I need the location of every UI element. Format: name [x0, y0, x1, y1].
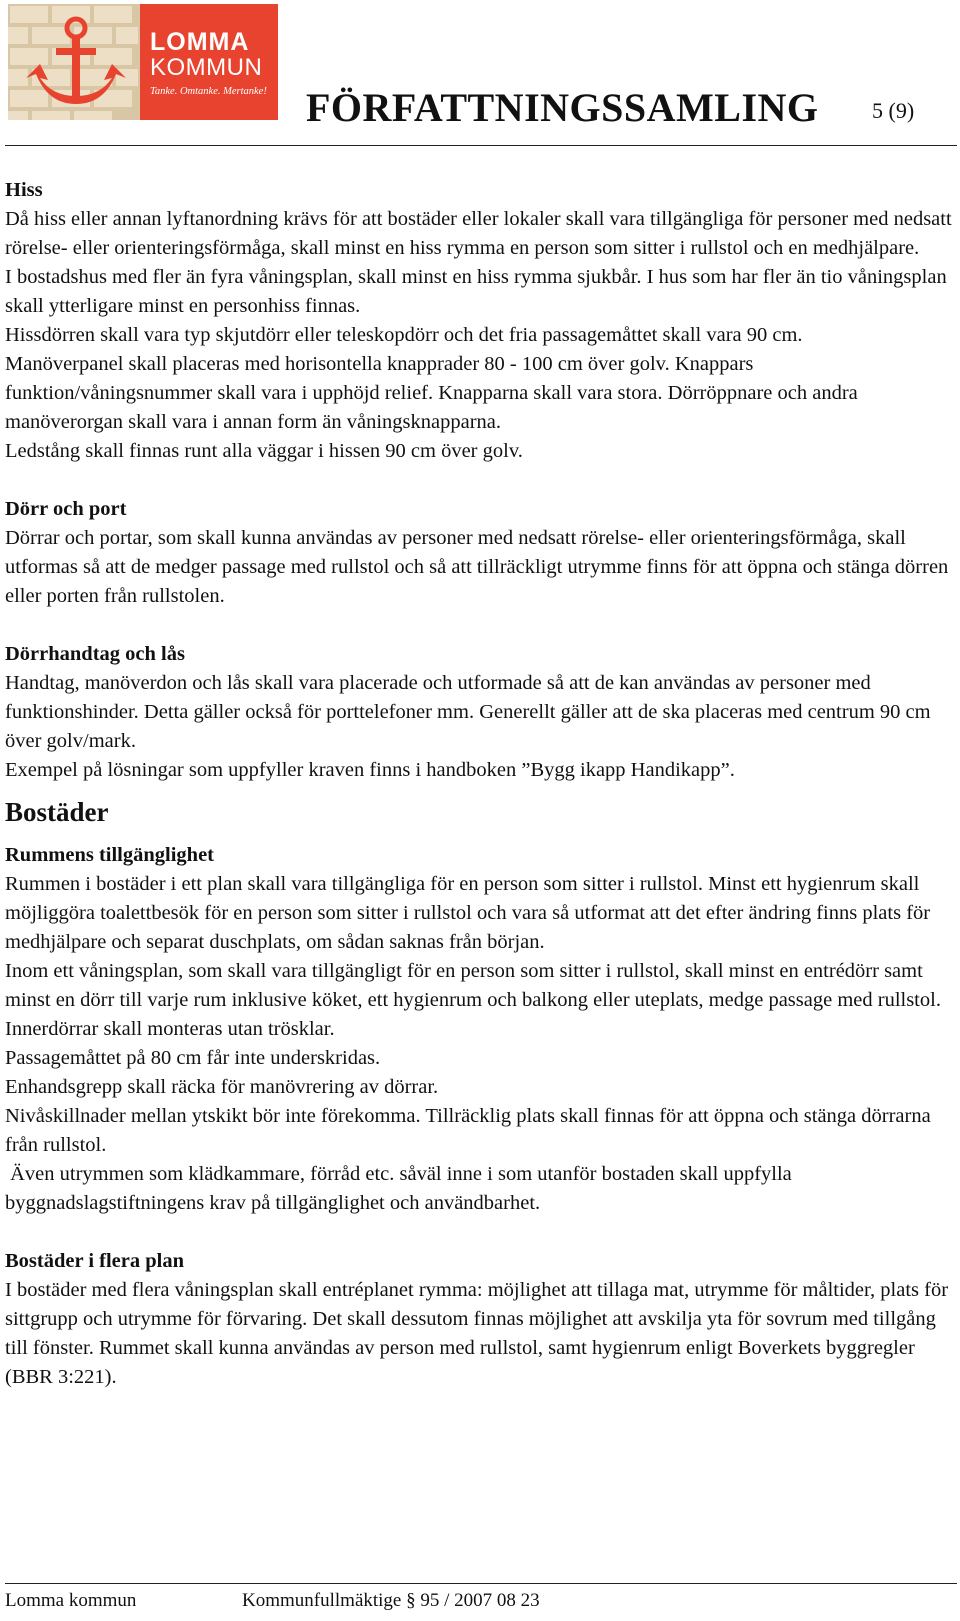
spacer [5, 466, 955, 495]
paragraph: I bostadshus med fler än fyra våningsplan, skall minst en hiss rymma sjukbår. I hus som har fler än tio våningsplan skall ytterligare minst en personhiss finnas. [5, 266, 947, 317]
section-bostader-flera-plan [5, 1247, 955, 1392]
section-dorr-och-port [5, 495, 955, 611]
section-heading: Bostäder i flera plan [5, 1250, 184, 1272]
page-number: 5 (9) [872, 98, 915, 123]
section-heading: Dörrhandtag och lås [5, 643, 185, 665]
paragraph: Rummen i bostäder i ett plan skall vara tillgängliga för en person som sitter i rullstol. Minst ett hygienrum skall möjliggöra toalettbesök för en person som sitter i rullstol och vara så utformat att det efter ändring finns plats för medhjälpare och separat duschplats, om sådan saknas från början. [5, 873, 931, 953]
paragraph: Handtag, manöverdon och lås skall vara placerade och utformade så att de kan användas av personer med funktionshinder. Detta gäller också för porttelefoner mm. Generellt gäller att de ska placeras med centrum 90 cm över golv/mark. [5, 672, 931, 752]
section-hiss [5, 176, 955, 466]
paragraph: Ledstång skall finnas runt alla väggar i hissen 90 cm över golv. [5, 440, 523, 462]
paragraph: Enhandsgrepp skall räcka för manövrering av dörrar. [5, 1076, 439, 1098]
paragraph: Manöverpanel skall placeras med horisontella knapprader 80 - 100 cm över golv. Knappars funktion/våningsnummer skall vara i upphöjd relief. Knapparna skall vara stora. Dörröppnare och andra manöverorgan skall vara i annan form än våningsknapparna. [5, 353, 858, 433]
paragraph: Även utrymmen som klädkammare, förråd etc. såväl inne i som utanför bostaden skall uppfylla byggnadslagstiftningens krav på tillgänglighet och användbarhet. [5, 1163, 797, 1214]
footer-municipality: Lomma kommun [5, 1590, 137, 1611]
section-heading: Hiss [5, 179, 43, 201]
spacer [5, 611, 955, 640]
paragraph: Passagemåttet på 80 cm får inte underskridas. [5, 1047, 381, 1069]
paragraph: I bostäder med flera våningsplan skall entréplanet rymma: möjlighet att tillaga mat, utrymme för måltider, plats för sittgrupp och utrymme för förvaring. Det skall dessutom finnas möjlighet att avskilja yta för sovrum med tillgång till fönster. Rummet skall kunna användas av person med rullstol, samt hygienrum enligt Boverkets byggregler (BBR 3:221). [5, 1279, 949, 1388]
document-body [5, 176, 955, 1392]
logo-tagline: Tanke. Omtanke. Mertanke! [150, 86, 267, 97]
paragraph: Nivåskillnader mellan ytskikt bör inte förekomma. Tillräcklig plats skall finnas för att öppna och stänga dörrarna från rullstol. [5, 1105, 931, 1156]
chapter-heading: Bostäder [5, 797, 109, 827]
section-heading: Rummens tillgänglighet [5, 844, 214, 866]
header-divider [5, 145, 957, 146]
section-dorrhandtag [5, 640, 955, 785]
lomma-kommun-logo [8, 4, 278, 120]
section-rummens-tillganglighet [5, 841, 955, 1218]
footer-divider [5, 1583, 957, 1584]
footer-reference: Kommunfullmäktige § 95 / 2007 08 23 [242, 1590, 540, 1611]
logo-sub: KOMMUN [150, 54, 263, 81]
logo-name: LOMMA [150, 28, 250, 56]
paragraph: Inom ett våningsplan, som skall vara tillgängligt för en person som sitter i rullstol, skall minst en entrédörr samt minst en dörr till varje rum inklusive köket, ett hygienrum och balkong eller uteplats, medge passage med rullstol. Innerdörrar skall monteras utan trösklar. [5, 960, 941, 1040]
paragraph: Hissdörren skall vara typ skjutdörr eller teleskopdörr och det fria passagemåttet skall vara 90 cm. [5, 324, 803, 346]
section-heading: Dörr och port [5, 498, 127, 520]
paragraph: Dörrar och portar, som skall kunna användas av personer med nedsatt rörelse- eller orienteringsförmåga, skall utformas så att de medger passage med rullstol och så att tillräckligt utrymme finns för att öppna och stänga dörren eller porten från rullstolen. [5, 527, 949, 607]
spacer [5, 1218, 955, 1247]
document-title: FÖRFATTNINGSSAMLING [306, 85, 819, 130]
paragraph: Exempel på lösningar som uppfyller kraven finns i handboken ”Bygg ikapp Handikapp”. [5, 759, 735, 781]
paragraph: Då hiss eller annan lyftanordning krävs för att bostäder eller lokaler skall vara tillgängliga för personer med nedsatt rörelse- eller orienteringsförmåga, skall minst en hiss rymma en person som sitter i rullstol och en medhjälpare. [5, 208, 952, 259]
